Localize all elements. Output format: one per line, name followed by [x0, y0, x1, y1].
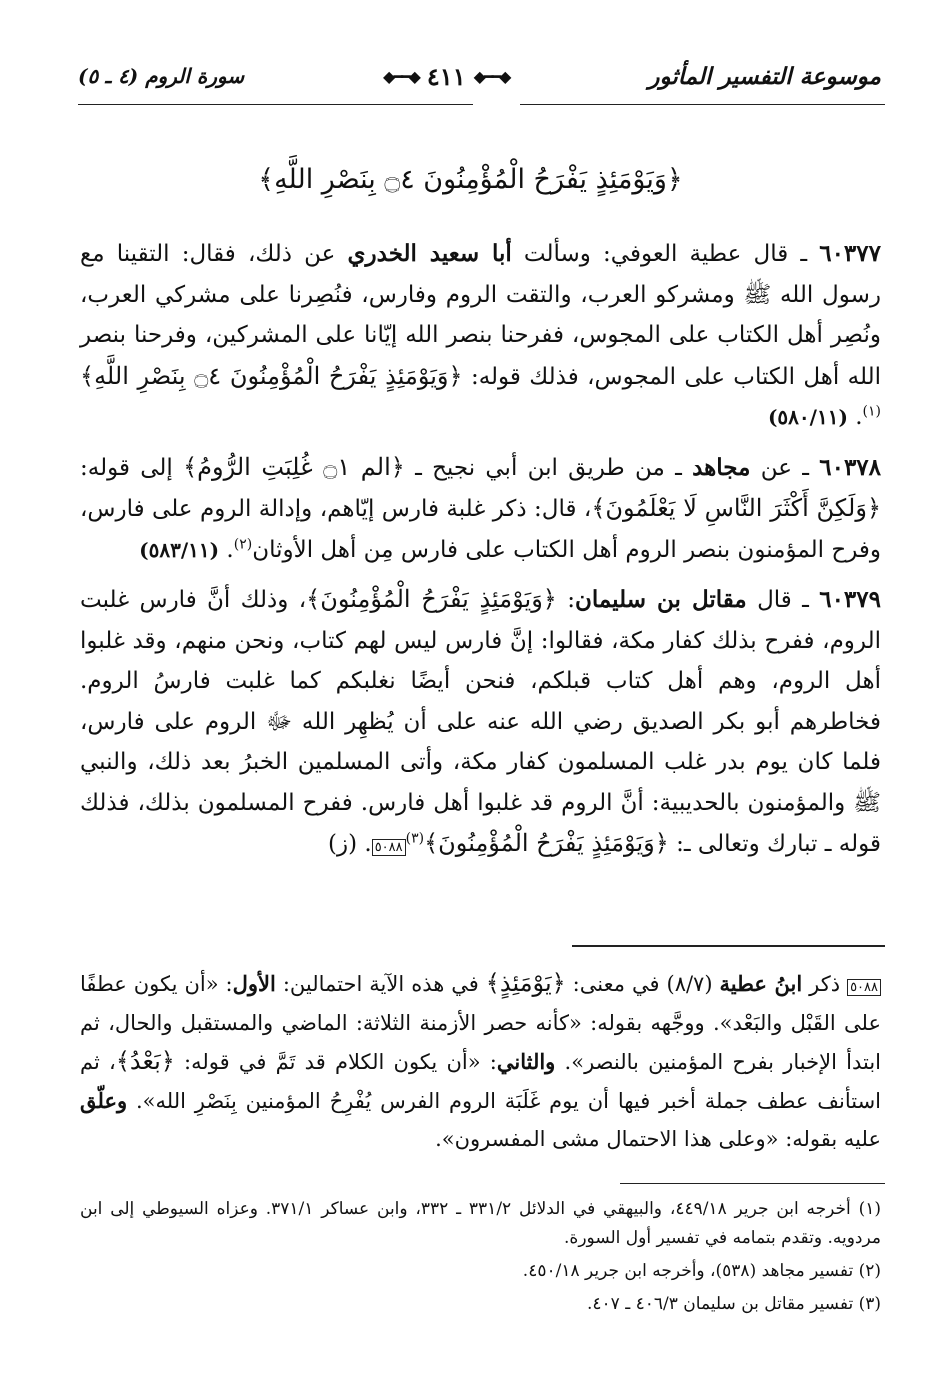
text-run: إلى قوله: — [80, 454, 184, 481]
quran-quote: ﴿يَوْمَئِذٍ﴾ — [485, 969, 566, 997]
quran-quote: ﴿الم ۝١ غُلِبَتِ الرُّومُ﴾ — [183, 452, 405, 481]
quran-quote: ﴿وَيَوْمَئِذٍ يَفْرَحُ الْمُؤْمِنُونَ ۝٤ بِنَصْرِ اللَّهِ﴾ — [80, 361, 463, 390]
narration-60378 — [80, 447, 881, 571]
narrator-name: مجاهد — [692, 453, 751, 481]
text-run: عليه بقوله: «وعلى هذا الاحتمال مشى المفسرون». — [435, 1127, 881, 1151]
book-title: موسوعة التفسير المأثور — [648, 62, 881, 90]
first-opinion-label: الأول — [232, 971, 276, 996]
page-header — [78, 58, 881, 94]
footnote-1: (١) أخرجه ابن جرير ٤٤٩/١٨، والبيهقي في الدلائل ٣٣١/٢ ـ ٣٣٢، وابن عساكر ٣٧١/١. وعزاه السيوطي إلى ابن مردويه. وتقدم بتمامه في تفسير أول السورة. — [80, 1199, 881, 1248]
text-run: ذكر — [802, 972, 848, 996]
main-text — [80, 234, 881, 874]
verse-heading: ﴿وَيَوْمَئِذٍ يَفْرَحُ الْمُؤْمِنُونَ ۝٤ بِنَصْرِ اللَّهِ﴾ — [258, 164, 683, 195]
ornament-left-icon: ◆━━◆ — [383, 66, 419, 86]
narration-60379 — [80, 579, 881, 865]
footnote-2: (٢) تفسير مجاهد (٥٣٨)، وأخرجه ابن جرير ٤٥٠/١٨. — [522, 1261, 881, 1281]
footnote-marker: (٢) — [233, 535, 253, 552]
scholar-name: ابنُ عطية — [719, 971, 803, 996]
remark-label: وعلّق — [80, 1087, 128, 1113]
volume-reference: (٥٨٣/١١) — [139, 537, 220, 562]
narrator-name: مقاتل بن سليمان — [574, 586, 747, 613]
volume-reference: (٥٨٠/١١) — [767, 405, 848, 429]
narration-number: ٦٠٣٧٨ — [819, 453, 882, 481]
narration-number: ٦٠٣٧٧ — [819, 240, 881, 267]
footnote-3: (٣) تفسير مقاتل بن سليمان ٤٠٦/٣ ـ ٤٠٧. — [587, 1294, 881, 1314]
text-run: ـ قال — [746, 587, 820, 613]
text-run: ، ثم استأنف عطف جملة أخبر فيها أن يوم غَلَبَة الروم الفرس يُفْرِحُ المؤمنين بِنَصْرِ الله». — [80, 1050, 881, 1113]
ornament-right-icon: ◆━━◆ — [473, 66, 510, 86]
surah-tag: سورة الروم (٤ ـ ٥) — [78, 64, 245, 88]
text-run: (٨/٧) في معنى: — [565, 972, 720, 996]
header-rule-right — [520, 104, 885, 105]
text-run: ، قال: ذكر غلبة فارس إيّاهم، وإدالة الروم على فارس، وفرح المؤمنون بنصر الروم أهل الكتاب على فارس مِن أهل الأوثان — [80, 496, 881, 563]
text-run: في هذه الآية احتمالين: — [275, 972, 486, 996]
narration-number: ٦٠٣٧٩ — [819, 586, 881, 613]
text-run: . — [219, 536, 234, 563]
text-run: عن ذلك، فقال: التقينا مع رسول الله ﷺ ومشركو العرب، والتقت الروم وفارس، فنُصِرنا على مشركي العرب، ونُصِر أهل الكتاب على المجوس، ففرحنا بنصر الله إيّانا على المشركين، وفرحنا بنصر الله أهل الكتاب على المجوس، فذلك قوله: — [80, 241, 882, 390]
footnote-divider — [620, 1183, 885, 1184]
footnote-marker: (١) — [862, 403, 881, 420]
footnote-marker: (٣) — [405, 830, 425, 847]
page-number: ٤١١ — [426, 61, 466, 91]
text-run: ـ قال عطية العوفي: وسألت — [511, 241, 820, 267]
quran-quote: ﴿وَيَوْمَئِذٍ يَفْرَحُ الْمُؤْمِنُونَ﴾ — [306, 585, 557, 613]
text-run: : — [556, 587, 575, 613]
commentary-box-marker: ٥٠٨٨ — [372, 839, 406, 856]
text-run: . — [847, 404, 863, 430]
text-run: ـ عن — [750, 454, 820, 481]
commentary-note — [80, 964, 881, 1159]
quran-quote: ﴿وَلَكِنَّ أَكْثَرَ النَّاسِ لَا يَعْلَمُونَ﴾ — [591, 494, 882, 522]
second-opinion-label: والثاني — [496, 1049, 556, 1074]
narration-60377 — [80, 234, 881, 438]
commentary-box-marker: ٥٠٨٨ — [847, 979, 881, 996]
text-run: ـ من طريق ابن أبي نجيح ـ — [404, 454, 693, 481]
text-run: ، وذلك أنَّ فارس غلبت الروم، ففرح بذلك كفار مكة، فقالوا: إنَّ فارس ليس لهم كتاب، ونحن منهم، وقد غلبوا أهل الروم، وهم أهل كتاب قبلكم، فنحن أيضًا نغلبكم كما غلبت فارسُ الروم. فخاطرهم أبو بكر الصديق رضي الله عنه على أن يُظهِر الله ﷻ الروم على فارس، فلما كان يوم بدر غلب المسلمون كفار مكة، وأتى المسلمين الخبرُ بعد ذلك، والنبي ﷺ والمؤمنون بالحديبية: أنَّ الروم قد غلبوا أهل فارس. ففرح المسلمون بذلك، فذلك قوله ـ تبارك وتعالى ـ: — [80, 587, 881, 857]
narrator-name: أبا سعيد الخدري — [347, 240, 512, 267]
footnotes — [80, 1195, 881, 1323]
text-run: . (ز) — [328, 831, 372, 857]
commentary-divider — [572, 945, 885, 947]
header-rule-left — [78, 104, 473, 105]
page-number-block — [383, 62, 509, 91]
quran-quote: ﴿بَعْدُ﴾ — [115, 1047, 175, 1075]
text-run: : «أن يكون الكلام قد تَمَّ في قوله: — [174, 1050, 497, 1074]
text-run: : «أن يكون عطفًا على القَبْل والبَعْد». ووجَّهه بقوله: «كأنه حصر الأزمنة الثلاثة: الماضي والمستقبل والحال، ثم ابتدأ الإخبار بفرح المؤمنين بالنصر». — [80, 972, 881, 1074]
quran-quote: ﴿وَيَوْمَئِذٍ يَفْرَحُ الْمُؤْمِنُونَ﴾ — [424, 829, 669, 857]
